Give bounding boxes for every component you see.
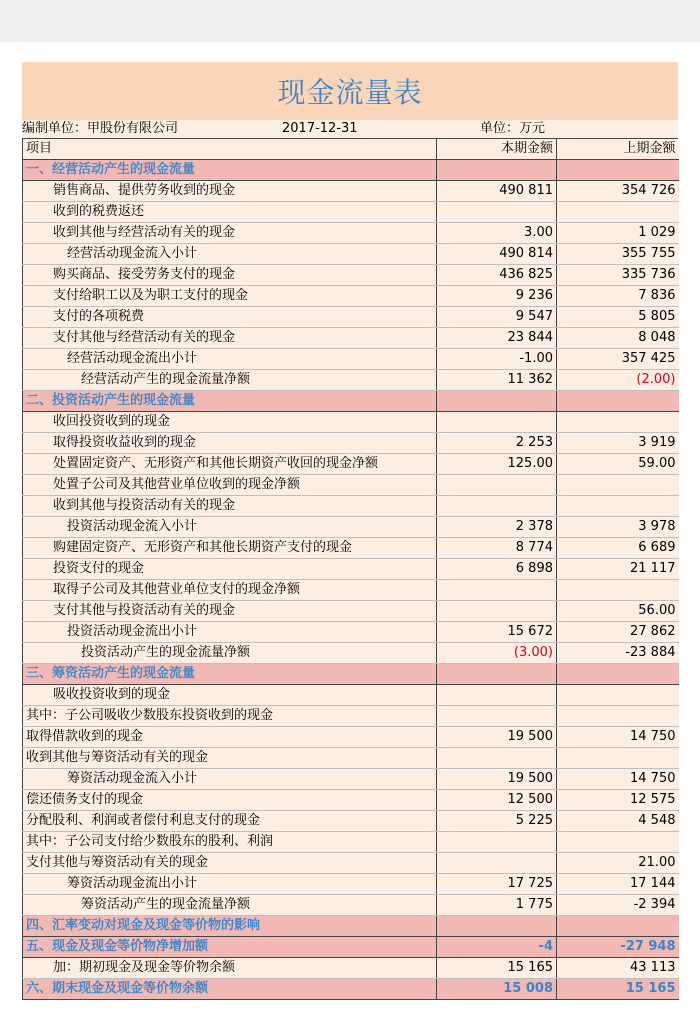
previous-amount: 357 425 bbox=[557, 349, 679, 370]
current-amount bbox=[437, 202, 557, 223]
current-amount: 2 253 bbox=[437, 433, 557, 454]
previous-amount: 6 689 bbox=[557, 538, 679, 559]
row-label: 分配股利、利润或者偿付利息支付的现金 bbox=[23, 811, 437, 832]
current-amount bbox=[437, 853, 557, 874]
previous-amount: -23 884 bbox=[557, 643, 679, 664]
table-row bbox=[23, 433, 679, 454]
header-item: 项目 bbox=[23, 139, 437, 160]
table-row bbox=[23, 706, 679, 727]
previous-amount: (2.00) bbox=[557, 370, 679, 391]
row-label: 取得借款收到的现金 bbox=[23, 727, 437, 748]
current-amount: 5 225 bbox=[437, 811, 557, 832]
current-amount: 12 500 bbox=[437, 790, 557, 811]
previous-amount bbox=[557, 496, 679, 517]
previous-amount bbox=[557, 832, 679, 853]
section-row bbox=[23, 979, 679, 1000]
previous-amount: 3 978 bbox=[557, 517, 679, 538]
current-amount: 3.00 bbox=[437, 223, 557, 244]
row-label: 六、期末现金及现金等价物余额 bbox=[23, 979, 437, 1000]
row-label: 支付给职工以及为职工支付的现金 bbox=[23, 286, 437, 307]
previous-amount: 15 165 bbox=[557, 979, 679, 1000]
current-amount: 19 500 bbox=[437, 769, 557, 790]
previous-amount: 56.00 bbox=[557, 601, 679, 622]
table-row bbox=[23, 181, 679, 202]
current-amount: 11 362 bbox=[437, 370, 557, 391]
current-amount: 15 672 bbox=[437, 622, 557, 643]
table-row bbox=[23, 286, 679, 307]
row-label: 收到其他与经营活动有关的现金 bbox=[23, 223, 437, 244]
table-row bbox=[23, 475, 679, 496]
previous-amount: 27 862 bbox=[557, 622, 679, 643]
report-date: 2017-12-31 bbox=[282, 121, 358, 136]
previous-amount bbox=[557, 160, 679, 181]
row-label: 购建固定资产、无形资产和其他长期资产支付的现金 bbox=[23, 538, 437, 559]
current-amount: 436 825 bbox=[437, 265, 557, 286]
row-label: 支付的各项税费 bbox=[23, 307, 437, 328]
row-label: 其中：子公司支付给少数股东的股利、利润 bbox=[23, 832, 437, 853]
previous-amount: 1 029 bbox=[557, 223, 679, 244]
current-amount bbox=[437, 601, 557, 622]
row-label: 其中：子公司吸收少数股东投资收到的现金 bbox=[23, 706, 437, 727]
previous-amount: 354 726 bbox=[557, 181, 679, 202]
row-label: 经营活动产生的现金流量净额 bbox=[23, 370, 437, 391]
current-amount: -1.00 bbox=[437, 349, 557, 370]
row-label: 筹资活动现金流出小计 bbox=[23, 874, 437, 895]
current-amount bbox=[437, 160, 557, 181]
current-amount bbox=[437, 685, 557, 706]
table-row bbox=[23, 307, 679, 328]
current-amount: 9 236 bbox=[437, 286, 557, 307]
current-amount bbox=[437, 664, 557, 685]
cash-flow-table bbox=[22, 139, 679, 1000]
row-label: 支付其他与筹资活动有关的现金 bbox=[23, 853, 437, 874]
table-row bbox=[23, 244, 679, 265]
table-row bbox=[23, 832, 679, 853]
table-row bbox=[23, 748, 679, 769]
table-row bbox=[23, 811, 679, 832]
header-previous: 上期金额 bbox=[557, 139, 679, 160]
row-label: 处置子公司及其他营业单位收到的现金净额 bbox=[23, 475, 437, 496]
row-label: 收到的税费返还 bbox=[23, 202, 437, 223]
previous-amount: 5 805 bbox=[557, 307, 679, 328]
section-row bbox=[23, 160, 679, 181]
current-amount: 8 774 bbox=[437, 538, 557, 559]
row-label: 筹资活动产生的现金流量净额 bbox=[23, 895, 437, 916]
previous-amount: 17 144 bbox=[557, 874, 679, 895]
previous-amount: 7 836 bbox=[557, 286, 679, 307]
current-amount: 125.00 bbox=[437, 454, 557, 475]
current-amount: 9 547 bbox=[437, 307, 557, 328]
table-body bbox=[23, 160, 679, 1000]
previous-amount: 3 919 bbox=[557, 433, 679, 454]
row-label: 经营活动现金流入小计 bbox=[23, 244, 437, 265]
previous-amount: 355 755 bbox=[557, 244, 679, 265]
row-label: 购买商品、接受劳务支付的现金 bbox=[23, 265, 437, 286]
row-label: 收到其他与筹资活动有关的现金 bbox=[23, 748, 437, 769]
row-label: 加：期初现金及现金等价物余额 bbox=[23, 958, 437, 979]
previous-amount: 4 548 bbox=[557, 811, 679, 832]
previous-amount bbox=[557, 391, 679, 412]
page-title: 现金流量表 bbox=[22, 62, 678, 120]
row-label: 五、现金及现金等价物净增加额 bbox=[23, 937, 437, 958]
previous-amount bbox=[557, 475, 679, 496]
previous-amount: -2 394 bbox=[557, 895, 679, 916]
table-row bbox=[23, 643, 679, 664]
current-amount bbox=[437, 412, 557, 433]
previous-amount bbox=[557, 685, 679, 706]
current-amount: (3.00) bbox=[437, 643, 557, 664]
table-row bbox=[23, 202, 679, 223]
current-amount bbox=[437, 748, 557, 769]
header-current: 本期金额 bbox=[437, 139, 557, 160]
current-amount: 1 775 bbox=[437, 895, 557, 916]
row-label: 收到其他与投资活动有关的现金 bbox=[23, 496, 437, 517]
table-row bbox=[23, 790, 679, 811]
current-amount: 6 898 bbox=[437, 559, 557, 580]
table-row bbox=[23, 685, 679, 706]
table-row bbox=[23, 517, 679, 538]
current-amount: 17 725 bbox=[437, 874, 557, 895]
table-row bbox=[23, 958, 679, 979]
table-row bbox=[23, 580, 679, 601]
current-amount: 490 811 bbox=[437, 181, 557, 202]
top-band bbox=[0, 0, 700, 42]
previous-amount bbox=[557, 748, 679, 769]
table-row bbox=[23, 349, 679, 370]
current-amount bbox=[437, 475, 557, 496]
previous-amount: 59.00 bbox=[557, 454, 679, 475]
row-label: 取得投资收益收到的现金 bbox=[23, 433, 437, 454]
section-row bbox=[23, 916, 679, 937]
previous-amount: 12 575 bbox=[557, 790, 679, 811]
table-row bbox=[23, 223, 679, 244]
table-row bbox=[23, 601, 679, 622]
table-row bbox=[23, 874, 679, 895]
table-row bbox=[23, 328, 679, 349]
row-label: 筹资活动现金流入小计 bbox=[23, 769, 437, 790]
cash-flow-sheet bbox=[22, 62, 678, 1000]
row-label: 销售商品、提供劳务收到的现金 bbox=[23, 181, 437, 202]
row-label: 偿还债务支付的现金 bbox=[23, 790, 437, 811]
previous-amount: 14 750 bbox=[557, 769, 679, 790]
table-row bbox=[23, 895, 679, 916]
previous-amount bbox=[557, 916, 679, 937]
table-row bbox=[23, 727, 679, 748]
previous-amount: -27 948 bbox=[557, 937, 679, 958]
previous-amount bbox=[557, 412, 679, 433]
current-amount: 23 844 bbox=[437, 328, 557, 349]
previous-amount: 14 750 bbox=[557, 727, 679, 748]
table-row bbox=[23, 853, 679, 874]
row-label: 处置固定资产、无形资产和其他长期资产收回的现金净额 bbox=[23, 454, 437, 475]
row-label: 投资活动产生的现金流量净额 bbox=[23, 643, 437, 664]
section-row bbox=[23, 391, 679, 412]
current-amount: 19 500 bbox=[437, 727, 557, 748]
previous-amount: 8 048 bbox=[557, 328, 679, 349]
table-row bbox=[23, 496, 679, 517]
current-amount bbox=[437, 706, 557, 727]
previous-amount bbox=[557, 202, 679, 223]
section-row bbox=[23, 937, 679, 958]
reporting-entity: 编制单位：甲股份有限公司 bbox=[22, 121, 179, 136]
section-row bbox=[23, 664, 679, 685]
row-label: 收回投资收到的现金 bbox=[23, 412, 437, 433]
row-label: 一、经营活动产生的现金流量 bbox=[23, 160, 437, 181]
current-amount bbox=[437, 496, 557, 517]
table-row bbox=[23, 370, 679, 391]
current-amount: 15 008 bbox=[437, 979, 557, 1000]
table-row bbox=[23, 769, 679, 790]
row-label: 三、筹资活动产生的现金流量 bbox=[23, 664, 437, 685]
table-row bbox=[23, 265, 679, 286]
table-row bbox=[23, 559, 679, 580]
table-row bbox=[23, 622, 679, 643]
current-amount: 2 378 bbox=[437, 517, 557, 538]
current-amount: -4 bbox=[437, 937, 557, 958]
current-amount bbox=[437, 832, 557, 853]
row-label: 经营活动现金流出小计 bbox=[23, 349, 437, 370]
row-label: 支付其他与投资活动有关的现金 bbox=[23, 601, 437, 622]
current-amount: 490 814 bbox=[437, 244, 557, 265]
meta-row bbox=[22, 120, 678, 139]
current-amount bbox=[437, 916, 557, 937]
current-amount bbox=[437, 391, 557, 412]
row-label: 四、汇率变动对现金及现金等价物的影响 bbox=[23, 916, 437, 937]
table-row bbox=[23, 454, 679, 475]
row-label: 投资活动现金流入小计 bbox=[23, 517, 437, 538]
previous-amount: 21 117 bbox=[557, 559, 679, 580]
current-amount: 15 165 bbox=[437, 958, 557, 979]
previous-amount: 21.00 bbox=[557, 853, 679, 874]
previous-amount bbox=[557, 580, 679, 601]
row-label: 投资活动现金流出小计 bbox=[23, 622, 437, 643]
previous-amount: 43 113 bbox=[557, 958, 679, 979]
row-label: 取得子公司及其他营业单位支付的现金净额 bbox=[23, 580, 437, 601]
previous-amount: 335 736 bbox=[557, 265, 679, 286]
current-amount bbox=[437, 580, 557, 601]
currency-unit: 单位：万元 bbox=[480, 121, 546, 136]
table-row bbox=[23, 412, 679, 433]
table-header bbox=[23, 139, 679, 160]
table-row bbox=[23, 538, 679, 559]
row-label: 二、投资活动产生的现金流量 bbox=[23, 391, 437, 412]
row-label: 支付其他与经营活动有关的现金 bbox=[23, 328, 437, 349]
row-label: 吸收投资收到的现金 bbox=[23, 685, 437, 706]
row-label: 投资支付的现金 bbox=[23, 559, 437, 580]
previous-amount bbox=[557, 706, 679, 727]
previous-amount bbox=[557, 664, 679, 685]
